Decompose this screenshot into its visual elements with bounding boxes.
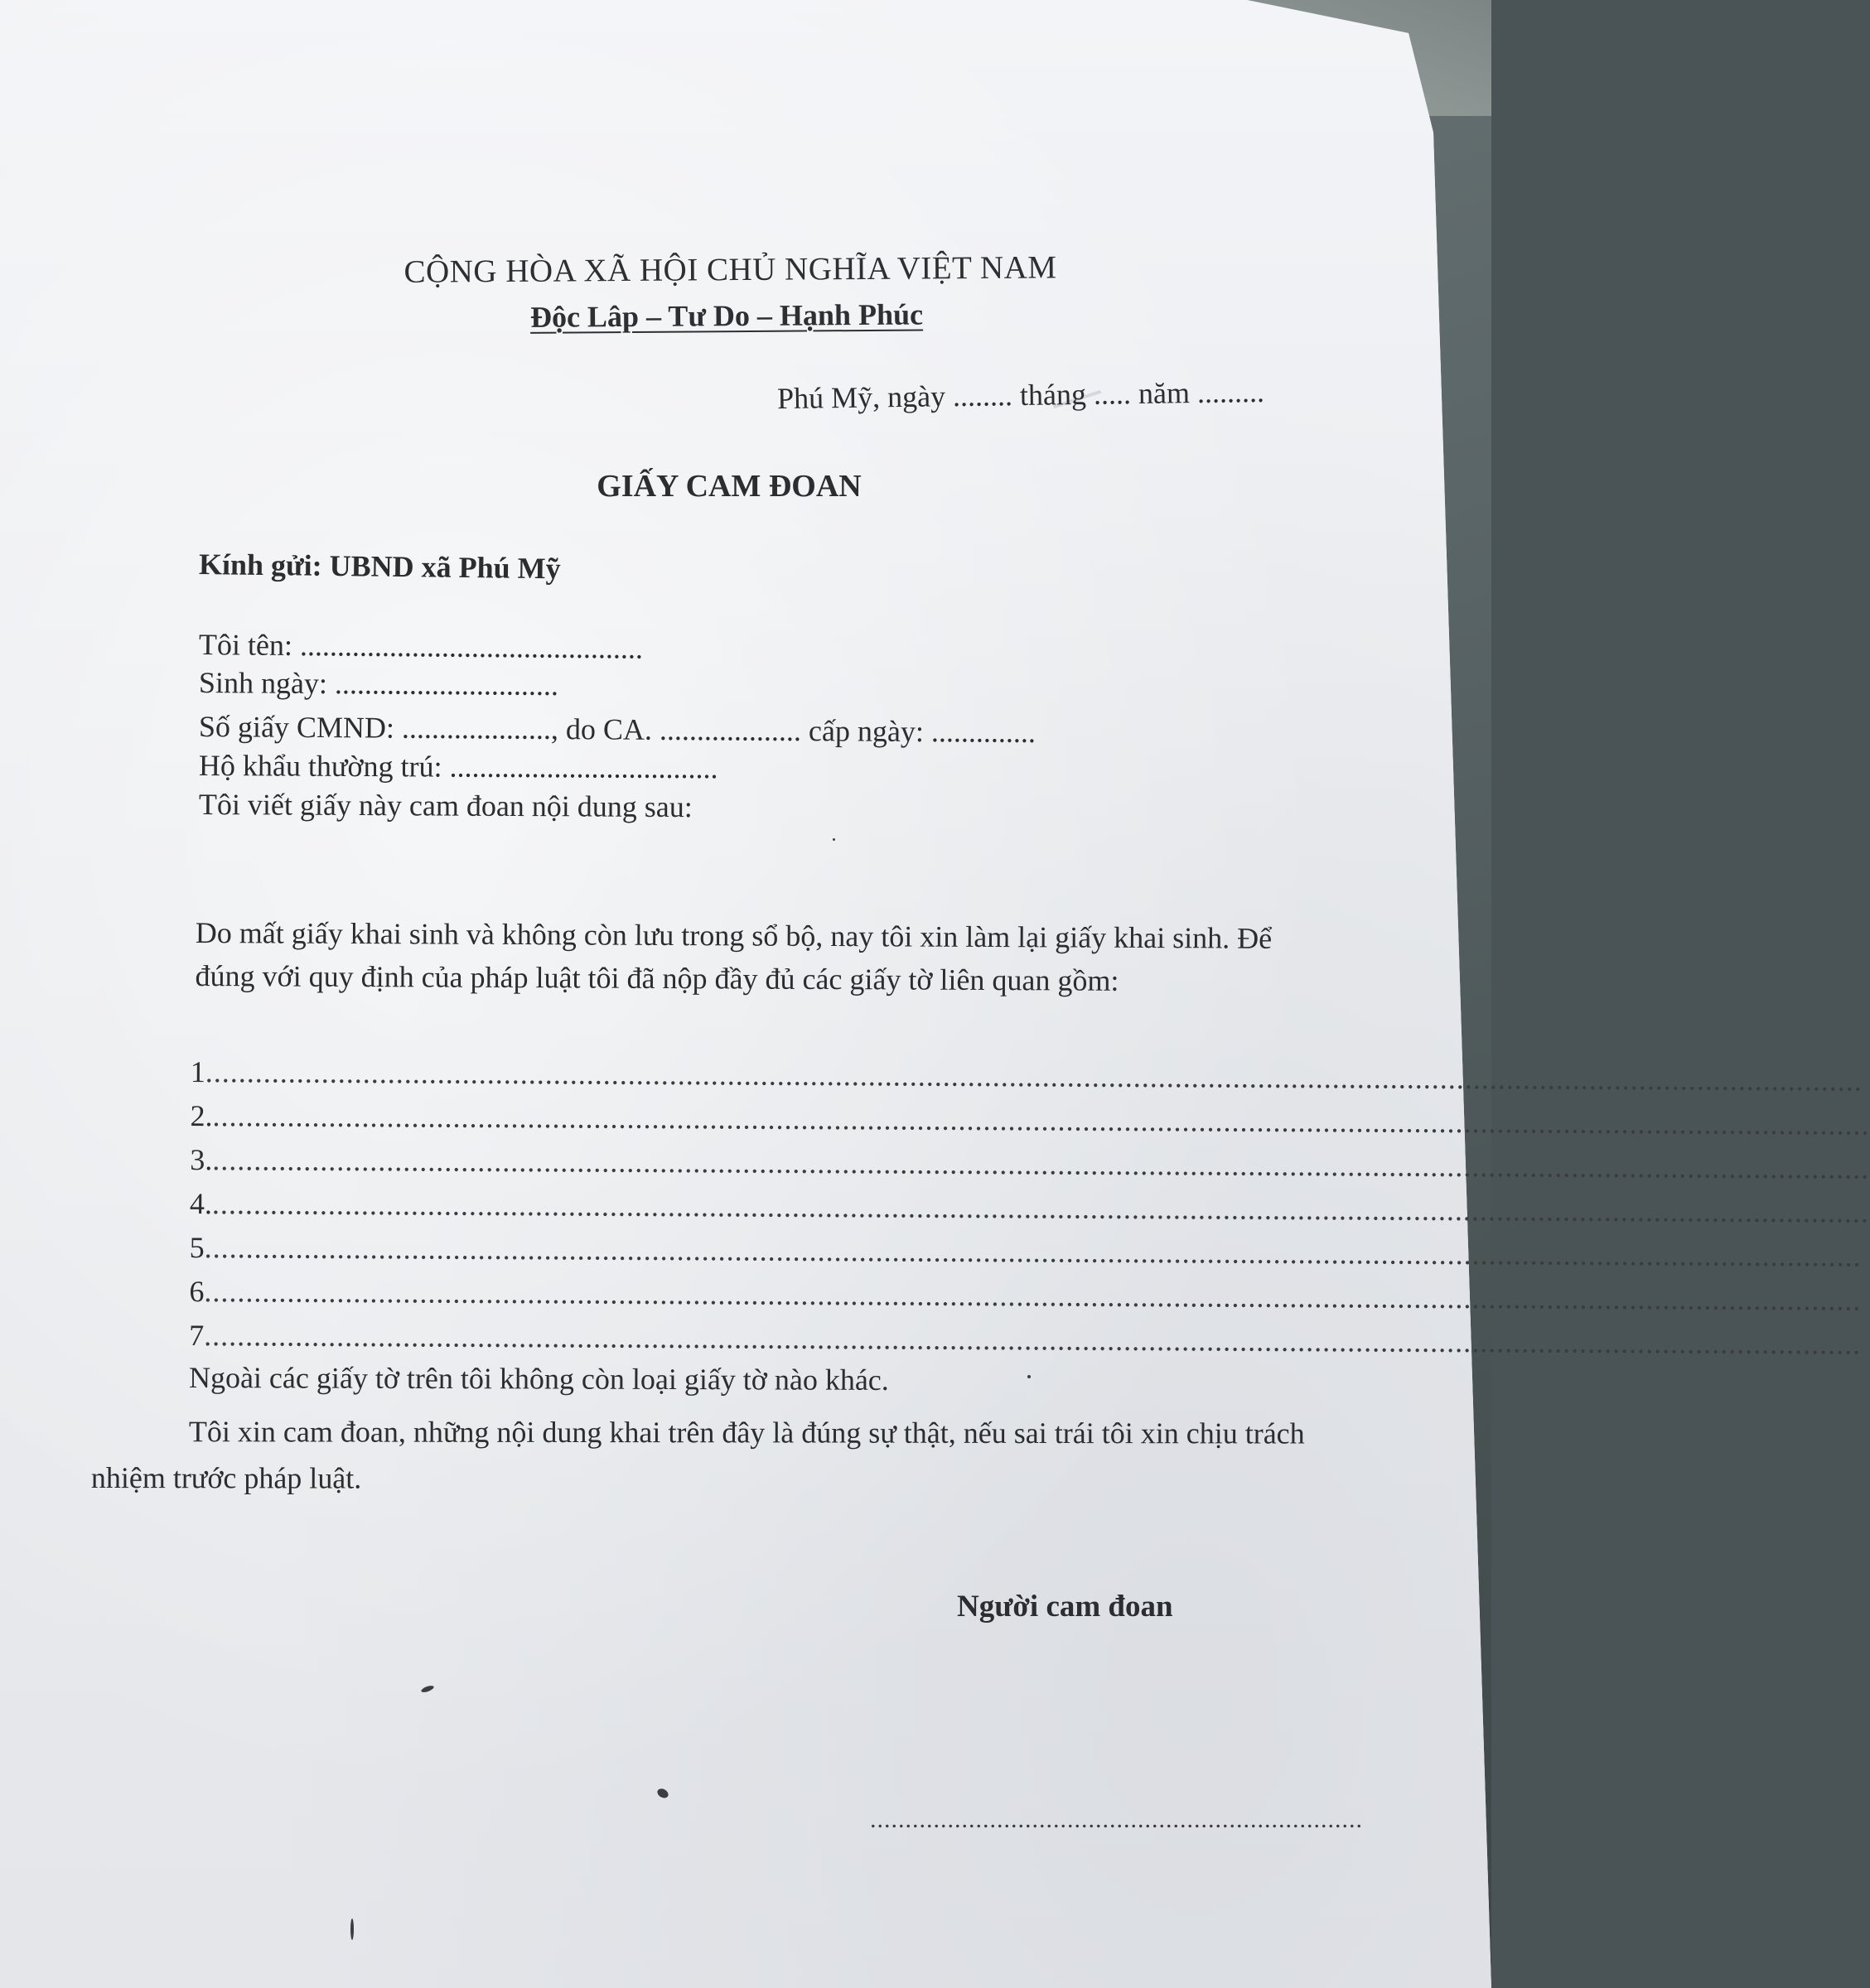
body-paragraph: Do mất giấy khai sinh và không còn lưu trong sổ bộ, nay tôi xin làm lại giấy khai sinh. Để đúng với quy định của pháp luật tôi đã nộp đầy đủ các giấy tờ liên quan gồm:: [195, 915, 1273, 997]
list-item: [190, 1089, 1870, 1141]
list-item: [189, 1221, 1862, 1273]
national-motto: [0, 293, 1491, 339]
list-item-number: 1: [190, 1054, 205, 1089]
closing-statement: Ngoài các giấy tờ trên tôi không còn loại giấy tờ nào khác.: [188, 1361, 889, 1397]
list-item: [189, 1309, 1862, 1361]
ink-speck: [350, 1918, 354, 1940]
list-item-number: 5: [189, 1230, 205, 1265]
field-name: Tôi tên: ..............................................: [198, 628, 644, 665]
list-item: [189, 1177, 1870, 1229]
list-item-dots: ........................................................................................................................................................................................................: [204, 1319, 1862, 1361]
list-item-dots: ........................................................................................................................................................................................................: [211, 1187, 1870, 1229]
dateline: Phú Mỹ, ngày ........ tháng ..... năm .........: [776, 374, 1265, 416]
national-motto-text: Độc Lâp – Tư Do – Hạnh Phúc: [529, 297, 924, 334]
list-item-number: 7: [189, 1318, 205, 1353]
field-id-card: Số giấy CMND: ...................., do CA. ................... cấp ngày: ..............: [198, 710, 1036, 750]
list-item: [189, 1265, 1862, 1317]
field-intro: Tôi viết giấy này cam đoan nội dung sau:: [198, 788, 693, 824]
document-title: GIẤY CAM ĐOAN: [597, 469, 862, 504]
signer-title: Người cam đoan: [957, 1590, 1173, 1624]
list-item-dots: ........................................................................................................................................................................................................: [212, 1143, 1870, 1185]
ink-speck: [420, 1684, 434, 1693]
list-item-number: 6: [189, 1274, 205, 1309]
list-item-number: 4.: [189, 1186, 213, 1221]
list-item-dots: ........................................................................................................................................................................................................: [204, 1275, 1862, 1317]
document-list: [189, 1045, 1870, 1361]
field-residence: Hộ khẩu thường trú: ....................................: [198, 749, 718, 785]
ink-speck: [1027, 1375, 1031, 1378]
list-item: [190, 1133, 1870, 1185]
signature-line: ......................................................................: [870, 1806, 1363, 1833]
ink-speck: [655, 1787, 669, 1800]
pledge-statement: Tôi xin cam đoan, những nội dung khai trên đây là đúng sự thật, nếu sai trái tôi xin chịu trách nhiệm trước pháp luật.: [90, 1415, 1305, 1495]
list-item-number: 2.: [190, 1098, 213, 1133]
list-item-dots: ........................................................................................................................................................................................................: [204, 1231, 1862, 1273]
list-item: [190, 1045, 1863, 1098]
national-name: CỘNG HÒA XÃ HỘI CHỦ NGHĨA VIỆT NAM: [403, 249, 1057, 290]
recipient: Kính gửi: UBND xã Phú Mỹ: [198, 548, 561, 586]
list-item-dots: ........................................................................................................................................................................................................: [212, 1099, 1870, 1141]
list-item-number: 3.: [190, 1142, 213, 1177]
list-item-dots: ........................................................................................................................................................................................................: [205, 1055, 1863, 1098]
ink-speck: [833, 838, 835, 841]
field-dob: Sinh ngày: ..............................: [198, 666, 559, 702]
